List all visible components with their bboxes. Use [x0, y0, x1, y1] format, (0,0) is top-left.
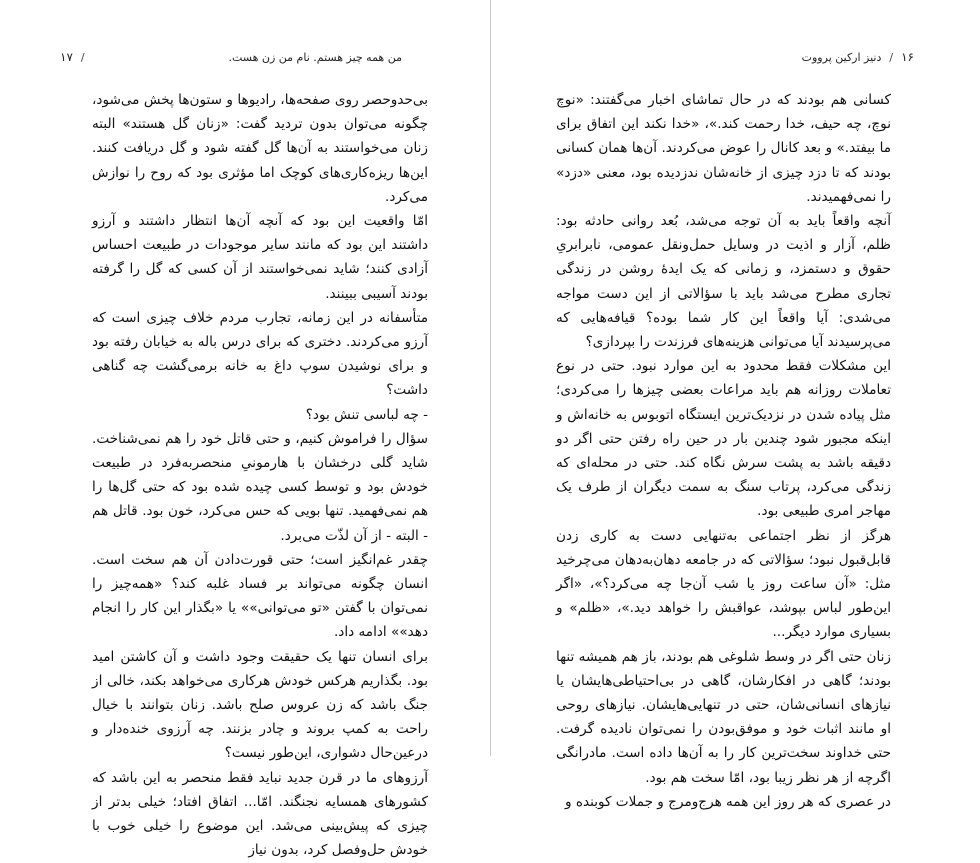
right-running-title: دنیز ارکین پرووت [801, 50, 882, 64]
right-page-header [560, 46, 914, 68]
paragraph: بی‌حدوحصر روی صفحه‌ها، رادیوها و ستون‌ها پخش می‌شود، چگونه می‌توان بدون تردید گفت: «زنان گل هستند» البته زنان می‌خواستند به آن‌ها گل گفته شود و گل دریافت کنند. این‌ها ریزه‌کاری‌های کوچک اما مؤثری بود که روح را نوازش می‌کرد. [92, 92, 428, 205]
right-header-separator: / [889, 50, 894, 64]
left-page-number: ۱۷ [60, 50, 73, 64]
right-page-number: ۱۶ [901, 50, 914, 64]
paragraph: آنچه واقعاً باید به آن توجه می‌شد، بُعد روانی حادثه بود: ظلم، آزار و اذیت در وسایل حمل‌ونقل عمومی، نابرابریِ حقوق و دستمزد، و زمانی که یک ایدهٔ روشن در زندگی تجاری مطرح می‌شد باید با سؤالاتی از این دست مواجه می‌شدی: آیا واقعاً این کار شما بوده؟ قیافه‌هایی که می‌پرسیدند آیا می‌توانی هزینه‌های فرزندت را بپردازی؟ [556, 213, 891, 351]
paragraph: هرگز از نظر اجتماعی به‌تنهایی دست به کاری زدن قابل‌قبول نبود؛ سؤالاتی که در جامعه دهان‌به‌دهان می‌چرخید مثل: «آن ساعت روز یا شب آن‌جا چه می‌کرد؟»، «اگر این‌طور لباس بپوشد، عواقبش را خواهد دید.»، «ظلم» و بسیاری موارد دیگر... [556, 527, 891, 641]
left-page [0, 0, 490, 859]
right-page-body [556, 88, 891, 814]
dialogue-line: - چه لباسی تنش بود؟ [305, 406, 428, 423]
left-page-header [60, 46, 402, 68]
paragraph: برای انسان تنها یک حقیقت وجود داشت و آن کاشتن امید بود. بگذاریم هرکس خودش هرکاری می‌خواهد بکند، خالی از جنگ باشد که زن عروس صلح باشد. زنان بتوانند با خیال راحت به کمپ بروند و چادر بزنند. چه آرزوی خنده‌دار و درعین‌حال دشواری، این‌طور نیست؟ [92, 648, 428, 762]
paragraph: سؤال را فراموش کنیم، و حتی قاتل خود را هم نمی‌شناخت. شاید گلی درخشان با هارمونیِ منحصربه‌فرد در طبیعت خودش بود و توسط کسی چیده شده بود که حتی گل‌ها را هم نمی‌فهمید. تنها بویی که حس می‌کرد، خون بود. قاتل هم - البته - از آن لذّت می‌برد. [92, 430, 428, 544]
paragraph: زنان حتی اگر در وسط شلوغی هم بودند، باز هم همیشه تنها بودند؛ گاهی در افکارشان، گاهی در بی‌احتیاطی‌هایشان یا نیازهای انسانی‌شان، حتی در تنهایی‌هایشان. نیازهای روحی او مانند اثبات خود و موفق‌بودن را نمی‌توان نادیده گرفت. حتی خداوند سخت‌ترین کار را به آن‌ها داده است. مادرانگی اگرچه از هر نظر زیبا بود، امّا سخت هم بود. [556, 648, 891, 786]
paragraph: کسانی هم بودند که در حال تماشای اخبار می‌گفتند: «نوچ نوچ، چه حیف، خدا رحمت کند.»، «خدا نکند این اتفاق برای ما بیفتد.» و بعد کانال را عوض می‌کردند. آن‌ها همان کسانی بودند که تا دزد چیزی از خانه‌شان ندزدیده بود، معنی «دزد» را نمی‌فهمیدند. [556, 92, 891, 205]
paragraph: این مشکلات فقط محدود به این موارد نبود. حتی در نوع تعاملات روزانه هم باید مراعات بعضی چیزها را می‌کردی؛ مثل پیاده شدن در نزدیک‌ترین ایستگاه اتوبوس به خانه‌اش و اینکه مجبور شود چندین بار در حین راه رفتن حتی اگر دو دقیقه باشد به پشت سرش نگاه کند. حتی در محله‌ای که زندگی می‌کرد، پرتاب سنگ به سمت دیگران از طرف یک مهاجر امری طبیعی بود. [556, 358, 891, 520]
right-page [490, 0, 980, 810]
left-running-title: من همه چیز هستم. نام من زن هست. [228, 50, 402, 64]
left-page-body [92, 88, 428, 863]
paragraph: چقدر غم‌انگیز است؛ حتی قورت‌دادن آن هم سخت است. انسان چگونه می‌تواند بر فساد غلبه کند؟ «همه‌چیز را نمی‌توان با گفتن «تو می‌توانی»» یا «بگذار این کار را انجام دهد»» ادامه داد. [92, 551, 428, 641]
paragraph: آرزوهای ما در قرن جدید نباید فقط منحصر به این باشد که کشورهای همسایه نجنگند. امّا... اتفاق افتاد؛ خیلی بدتر از چیزی که پیش‌بینی می‌شد. این موضوع را خیلی خوب با خودش حل‌وفصل کرد، بدون نیاز [92, 769, 428, 859]
left-header-separator: / [80, 50, 85, 64]
paragraph: متأسفانه در این زمانه، تجارب مردم خلاف چیزی است که آرزو می‌کردند. دختری که برای درس باله به خیابان رفته بود و برای نوشیدن سوپ داغ به خانه برمی‌گشت چه گناهی داشت؟ [92, 309, 428, 399]
paragraph: در عصری که هر روز این همه هرج‌ومرج و جملات کوبنده و [564, 793, 891, 810]
paragraph: امّا واقعیت این بود که آنچه آن‌ها انتظار داشتند و آرزو داشتند این بود که مانند سایر موجودات در طبیعت احساس آزادی کنند؛ شاید نمی‌خواستند از آن کسی که گل را گرفته بودند آسیبی ببینند. [92, 213, 428, 302]
